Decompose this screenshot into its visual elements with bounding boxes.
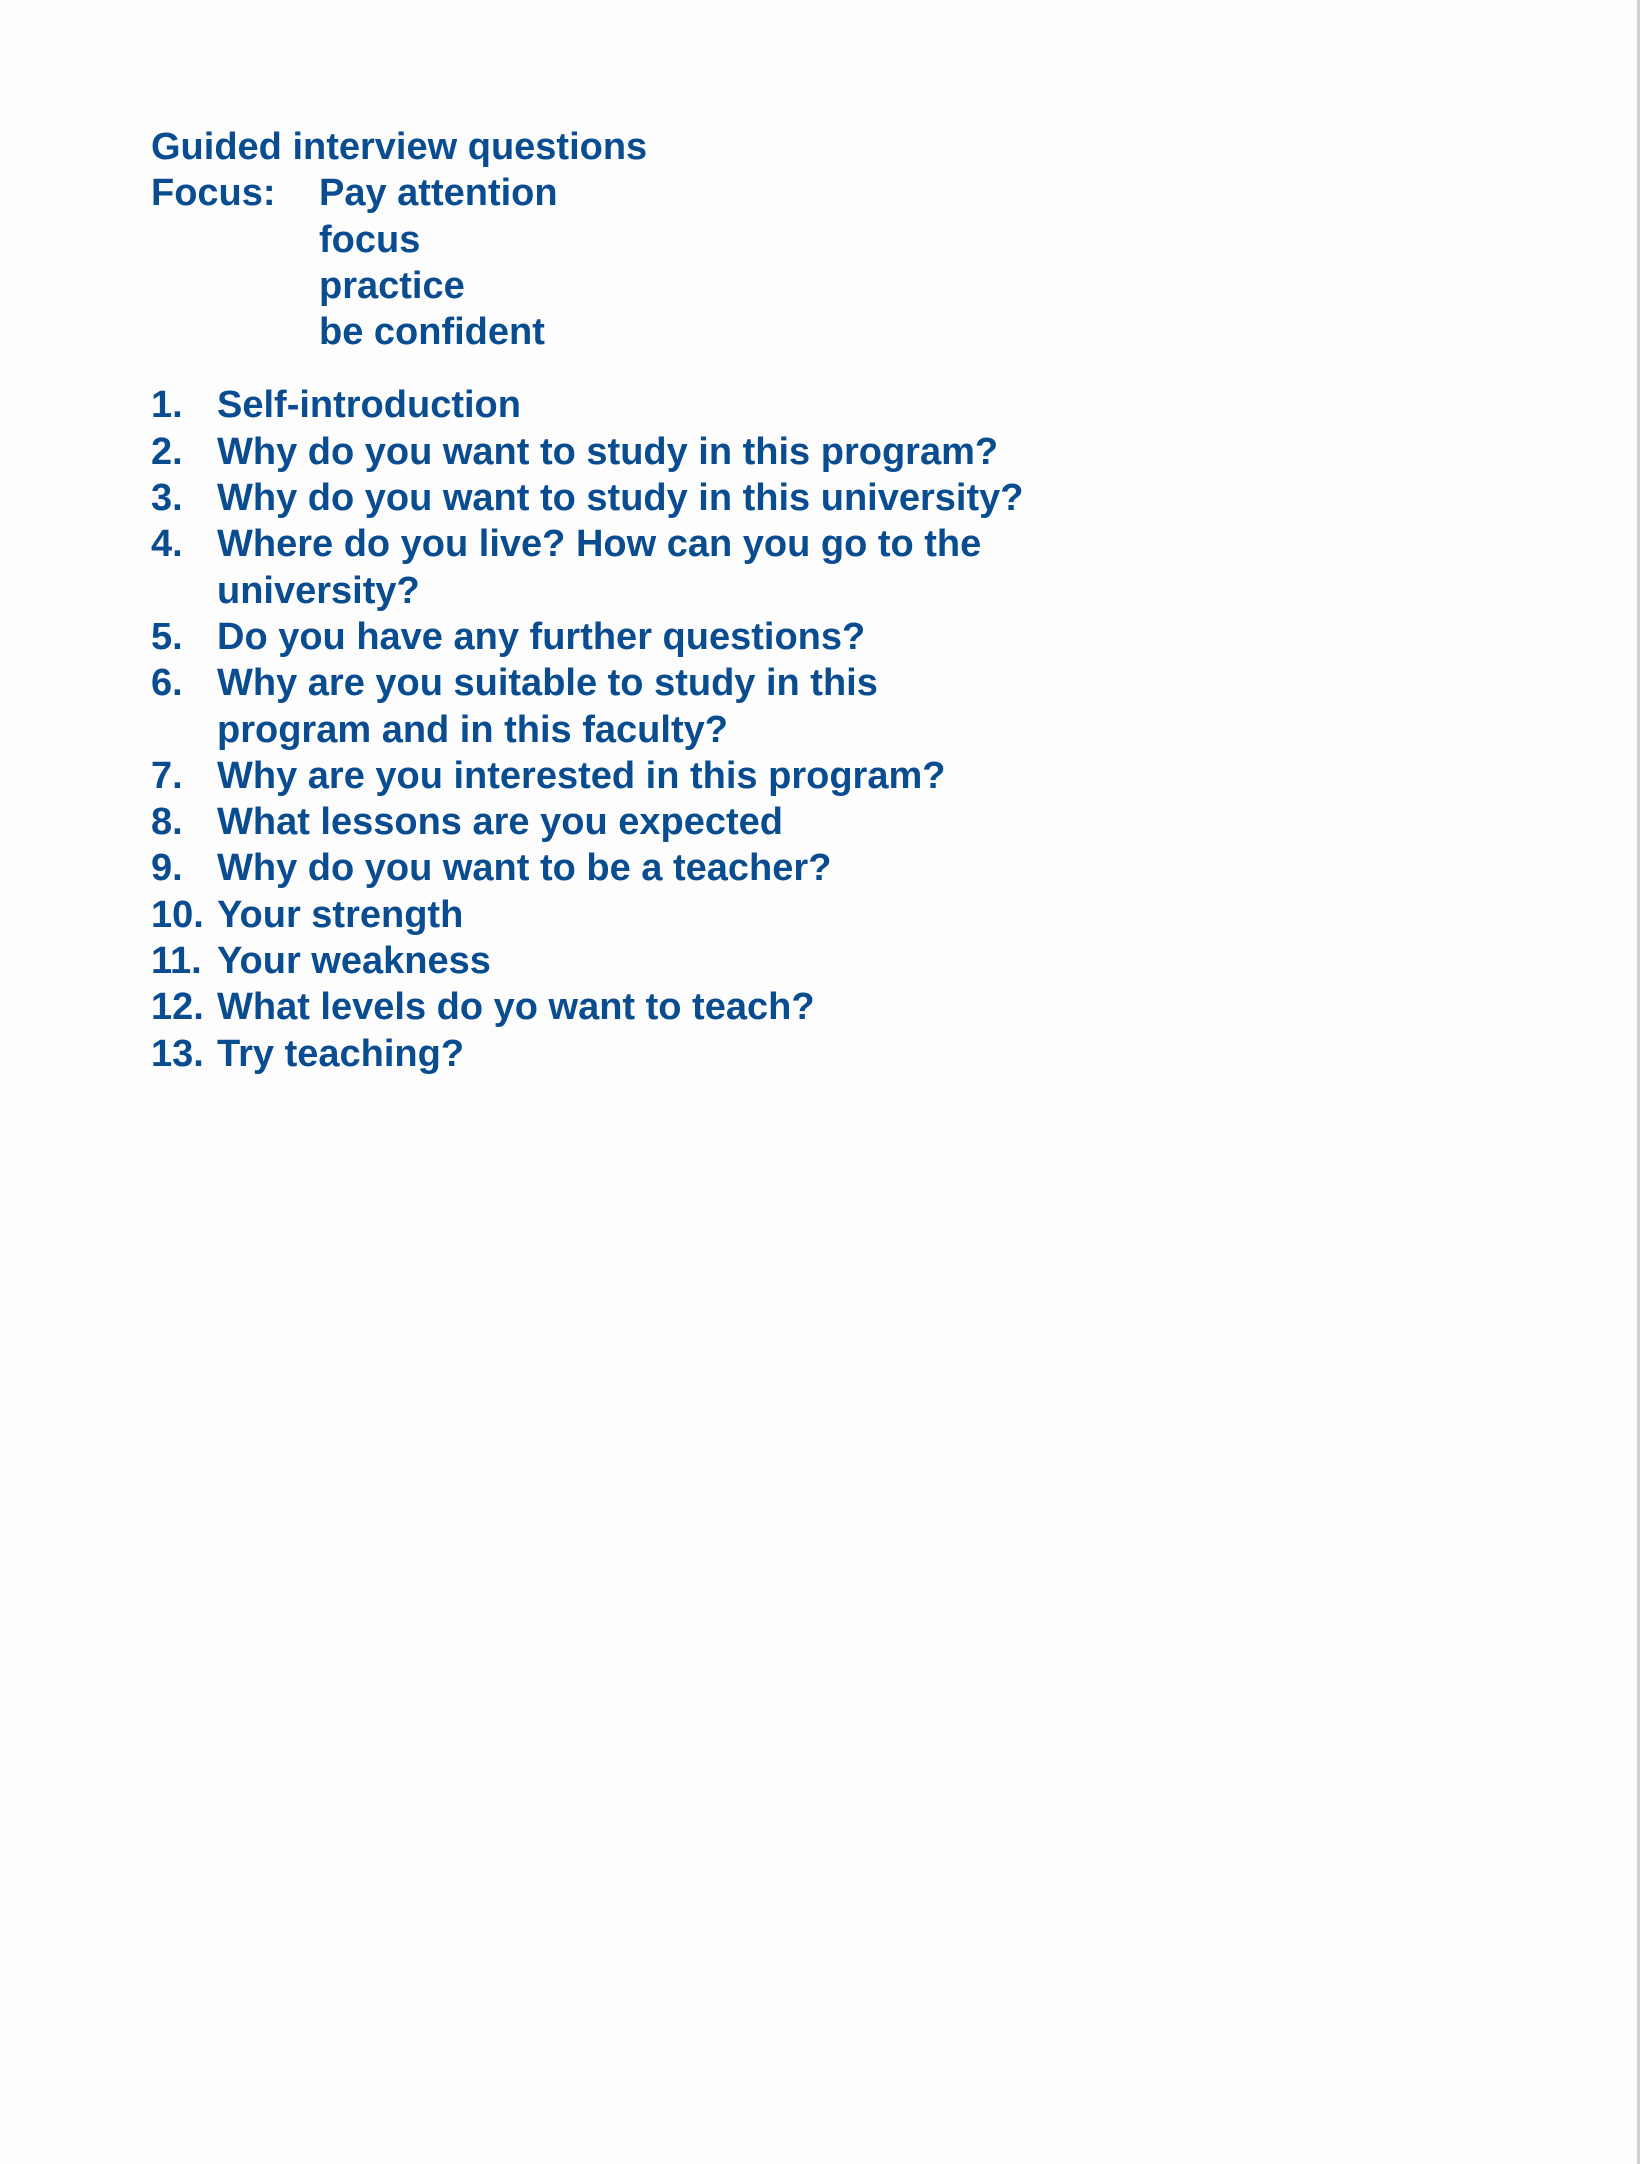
question-text-line: Where do you live? How can you go to the: [217, 523, 982, 566]
question-text: [217, 521, 1117, 614]
focus-block: [151, 170, 1117, 355]
focus-items: [319, 170, 558, 355]
question-text: [217, 660, 1117, 753]
question-text: Why do you want to study in this program?: [217, 430, 999, 473]
question-item: [151, 475, 1117, 521]
question-number: 6.: [151, 662, 183, 705]
question-number: 10.: [151, 893, 204, 936]
focus-item: Pay attention: [319, 172, 558, 215]
question-number: 1.: [151, 384, 183, 427]
question-number: 9.: [151, 847, 183, 890]
question-text: Self-introduction: [217, 384, 521, 427]
question-item: [151, 660, 1117, 753]
question-text: Why do you want to study in this university?: [217, 477, 1024, 520]
question-item: [151, 429, 1117, 475]
question-text: Why do you want to be a teacher?: [217, 847, 832, 890]
document-body: [151, 124, 1117, 1077]
question-text-line: Why are you suitable to study in this: [217, 662, 878, 705]
question-number: 13.: [151, 1032, 204, 1075]
question-item: [151, 984, 1117, 1030]
question-text: Your weakness: [217, 940, 491, 983]
question-text: Do you have any further questions?: [217, 615, 866, 658]
question-number: 4.: [151, 523, 183, 566]
question-item: [151, 892, 1117, 938]
question-number: 12.: [151, 986, 204, 1029]
question-item: [151, 382, 1117, 428]
question-number: 3.: [151, 477, 183, 520]
question-item: [151, 938, 1117, 984]
question-list: [151, 382, 1117, 1076]
question-text: Try teaching?: [217, 1032, 465, 1075]
focus-item: practice: [319, 264, 465, 307]
question-item: [151, 845, 1117, 891]
focus-item: focus: [319, 218, 421, 261]
focus-label: Focus:: [151, 172, 276, 215]
document-title: Guided interview questions: [151, 126, 648, 168]
question-number: 11.: [151, 940, 202, 983]
question-text: What lessons are you expected: [217, 801, 783, 844]
question-text: Your strength: [217, 893, 464, 936]
question-text-line: university?: [217, 569, 420, 612]
question-number: 8.: [151, 801, 183, 844]
question-number: 7.: [151, 754, 183, 797]
question-item: [151, 521, 1117, 614]
question-item: [151, 799, 1117, 845]
question-text-line: program and in this faculty?: [217, 708, 728, 751]
question-text: Why are you interested in this program?: [217, 754, 946, 797]
question-item: [151, 614, 1117, 660]
question-text: What levels do yo want to teach?: [217, 986, 815, 1029]
focus-item: be confident: [319, 311, 545, 354]
question-item: [151, 753, 1117, 799]
question-number: 2.: [151, 430, 183, 473]
question-number: 5.: [151, 615, 183, 658]
question-item: [151, 1031, 1117, 1077]
